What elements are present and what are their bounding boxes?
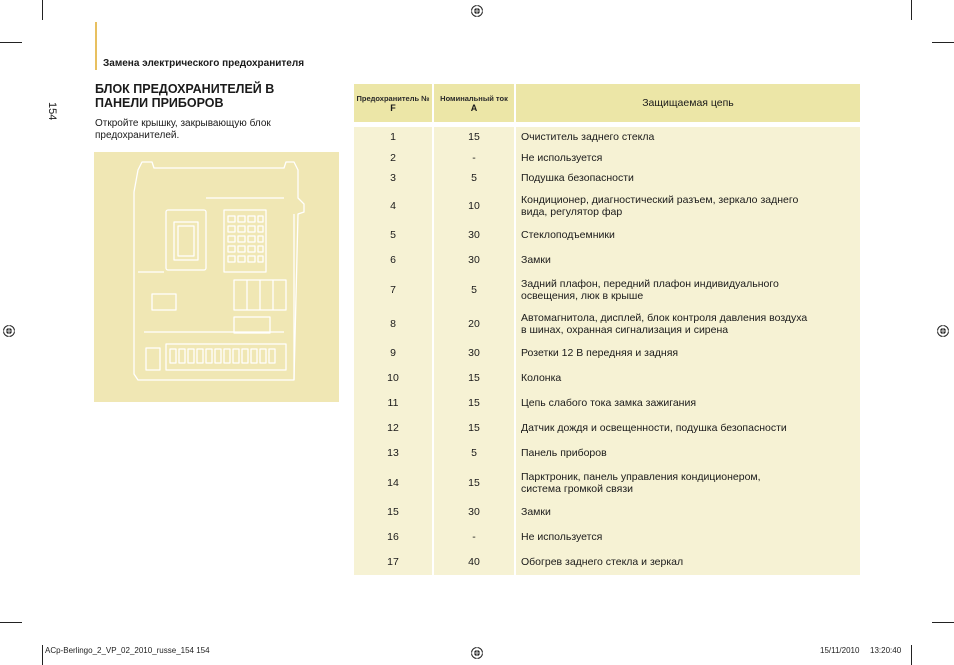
page-title [95,82,325,110]
fuse-circuit [514,550,860,575]
fuse-number: 9 [354,341,432,366]
fuse-number: 16 [354,525,432,550]
crop-mark [911,645,912,665]
fuse-circuit [514,341,860,366]
column-header-current [432,84,514,122]
table-row [354,273,860,307]
circuit-line: Не используется [521,531,603,543]
fuse-number: 10 [354,366,432,391]
fuse-current: 30 [432,248,514,273]
circuit-line: Не используется [521,151,603,164]
circuit-line: вида, регулятор фар [521,205,623,218]
fuse-circuit [514,148,860,169]
fuse-number: 5 [354,223,432,248]
page-number: 154 [46,102,58,121]
circuit-line: в шинах, охранная сигнализация и сирена [521,323,729,336]
fuse-number: 3 [354,168,432,189]
fuse-number: 14 [354,466,432,500]
table-row [354,366,860,391]
table-row [354,391,860,416]
fuse-current: - [432,148,514,169]
registration-target-icon [470,646,484,660]
table-row [354,550,860,575]
fuse-number: 13 [354,441,432,466]
instruction-line: предохранителей. [95,130,180,141]
circuit-line: Цепь слабого тока замка зажигания [521,397,697,409]
circuit-line: освещения, люк в крыше [521,289,644,302]
circuit-line: Колонка [521,372,562,384]
fuse-current: 40 [432,550,514,575]
fuse-current: 15 [432,366,514,391]
circuit-line: Панель приборов [521,447,607,459]
table-row [354,189,860,223]
table-row [354,168,860,189]
fuse-current: 30 [432,500,514,525]
fuse-current: 10 [432,189,514,223]
fuse-number: 12 [354,416,432,441]
circuit-line: Замки [521,506,551,518]
fuse-current: 20 [432,307,514,341]
fuse-circuit [514,273,860,307]
fuse-number: 11 [354,391,432,416]
table-row [354,416,860,441]
fuse-circuit [514,466,860,500]
fuse-number: 17 [354,550,432,575]
fuse-circuit [514,168,860,189]
column-header-circuit: Защищаемая цепь [514,84,860,122]
fuse-number: 7 [354,273,432,307]
circuit-line: Замки [521,254,551,266]
table-row [354,500,860,525]
footer-date: 15/11/2010 [820,646,860,655]
fuse-number: 15 [354,500,432,525]
circuit-line: Стеклоподъемники [521,229,615,241]
fuse-current: 15 [432,416,514,441]
crop-mark [42,0,43,20]
fuse-circuit [514,441,860,466]
fuse-number: 1 [354,127,432,148]
fuse-current: 5 [432,441,514,466]
table-row [354,307,860,341]
title-line: ПАНЕЛИ ПРИБОРОВ [95,96,224,110]
fuse-circuit [514,391,860,416]
instruction-text [95,118,335,142]
fuse-circuit [514,223,860,248]
circuit-line: Задний плафон, передний плафон индивидуального [521,277,779,290]
table-row [354,525,860,550]
crop-mark [0,622,22,623]
fuse-circuit [514,366,860,391]
registration-target-icon [936,324,950,338]
accent-bar [95,22,97,70]
instruction-line: Откройте крышку, закрывающую блок [95,118,271,129]
circuit-line: Подушка безопасности [521,172,634,185]
crop-mark [42,645,43,665]
crop-mark [932,622,954,623]
fuse-number: 8 [354,307,432,341]
circuit-line: Очиститель заднего стекла [521,131,655,144]
table-row [354,341,860,366]
section-header: Замена электрического предохранителя [103,58,305,69]
fuse-circuit [514,307,860,341]
fuse-circuit [514,416,860,441]
fuse-circuit [514,525,860,550]
fuse-current: 5 [432,273,514,307]
table-row [354,223,860,248]
registration-target-icon [2,324,16,338]
footer-file-info: ACp-Berlingo_2_VP_02_2010_russe_154 154 [45,646,210,655]
crop-mark [0,42,22,43]
fuse-circuit [514,127,860,148]
circuit-line: Кондиционер, диагностический разъем, зеркало заднего [521,193,799,206]
footer-time: 13:20:40 [870,646,902,655]
circuit-line: Автомагнитола, дисплей, блок контроля давления воздуха [521,311,808,324]
circuit-line: Датчик дождя и освещенности, подушка безопасности [521,422,787,434]
fuse-current: 15 [432,127,514,148]
fuse-current: - [432,525,514,550]
fuse-circuit [514,189,860,223]
column-header-letter: F [390,102,396,113]
fuse-circuit [514,500,860,525]
circuit-line: Обогрев заднего стекла и зеркал [521,556,684,568]
fuse-number: 6 [354,248,432,273]
table-header [354,84,860,122]
fuse-current: 30 [432,223,514,248]
fuse-table [354,84,860,575]
circuit-line: система громкой связи [521,482,634,495]
fuse-number: 4 [354,189,432,223]
fuse-number: 2 [354,148,432,169]
table-row [354,148,860,169]
column-header-label: Предохранитель № [356,93,430,103]
fuse-current: 15 [432,466,514,500]
crop-mark [932,42,954,43]
circuit-line: Розетки 12 В передняя и задняя [521,347,679,359]
column-header-fuse [354,84,432,122]
fuse-current: 15 [432,391,514,416]
title-line: БЛОК ПРЕДОХРАНИТЕЛЕЙ В [95,82,275,96]
table-row [354,441,860,466]
fuse-box-illustration [94,152,339,402]
circuit-line: Парктроник, панель управления кондиционером, [521,470,761,483]
fuse-circuit [514,248,860,273]
fuse-current: 30 [432,341,514,366]
table-row [354,466,860,500]
table-row [354,127,860,148]
crop-mark [911,0,912,20]
table-row [354,248,860,273]
column-header-label: Номинальный ток [440,93,508,103]
fuse-current: 5 [432,168,514,189]
registration-target-icon [470,4,484,18]
fuse-box-drawing [94,152,339,402]
column-header-letter: A [470,102,478,113]
